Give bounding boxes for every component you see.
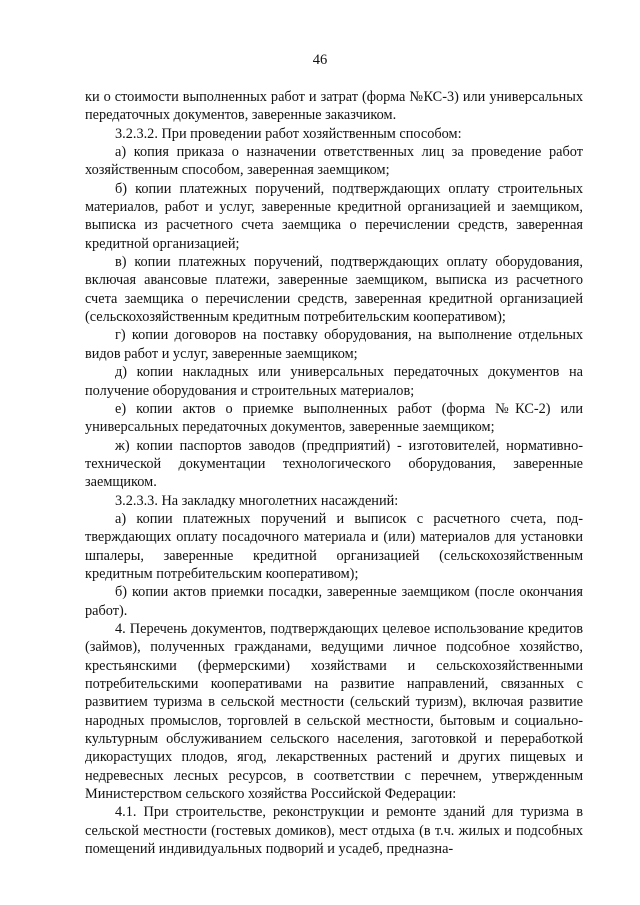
section-heading: 3.2.3.3. На закладку многолетних насаждений: [115, 492, 399, 509]
list-item: е) копии актов о приемке выполненных работ (форма №КС-2) или универсальных передаточных документов, заверенные заемщиком; [85, 400, 583, 436]
page-number: 46 [312, 52, 328, 68]
list-item: а) копии платежных поручений и выписок с расчетного счета, подтверждающих оплату посадочного материала и (или) материалов для установки шпалеры, заверенные кредитной организацией (сельскохозяйственным кредитным потребительским кооперативом); [85, 510, 583, 582]
list-item: в) копии платежных поручений, подтверждающих оплату оборудования, включая авансовые платежи, заверенные заемщиком, выписка из расчетного счета заемщика о перечислении средств, заверенная кредитной организацией (сельскохозяйственным кредитным потребительским кооперативом); [85, 254, 583, 326]
list-item: б) копии актов приемки посадки, заверенные заемщиком (после окончания работ). [85, 584, 583, 619]
list-item: б) копии платежных поручений, подтверждающих оплату строительных материалов, работ и услуг, заверенные кредитной организацией и заемщиком, выписка из расчетного счета заемщика о перечислении средств, заверенная кредитной организацией; [85, 180, 583, 252]
document-body [85, 88, 583, 858]
paragraph: ки о стоимости выполненных работ и затрат (форма №КС-3) или универсальных передаточных документов, заверенные заказчиком. [85, 89, 583, 124]
list-item: д) копии накладных или универсальных передаточных документов на получение оборудования и строительных материалов; [85, 364, 583, 399]
section-heading: 3.2.3.2. При проведении работ хозяйственным способом: [115, 125, 462, 142]
list-item: ж) копии паспортов заводов (предприятий) - изготовителей, нормативно-технической документации технологического оборудования, заверенные заемщиком. [85, 437, 583, 491]
paragraph: 4.1. При строительстве, реконструкции и ремонте зданий для туризма в сельской местности (гостевых домиков), мест отдыха (в т.ч. жилых и подсобных помещений индивидуальных подворий и усадеб, предназна- [85, 804, 583, 858]
list-item: г) копии договоров на поставку оборудования, на выполнение отдельных видов работ и услуг, заверенные заемщиком; [85, 327, 583, 362]
paragraph: 4. Перечень документов, подтверждающих целевое использование кредитов (займов), полученных гражданами, ведущими личное подсобное хозяйство, крестьянскими (фермерскими) хозяйствами и сельскохозяйственными потребительскими кооперативами на развитие направлений, связанных с развитием туризма в сельской местности (сельский туризм), включая развитие народных промыслов, торговлей в сельской местности, бытовым и социально-культурным обслуживанием сельского населения, заготовкой и переработкой дикорастущих плодов, ягод, лекарственных растений и других пищевых и недревесных лесных ресурсов, в соответствии с перечнем, утвержденным Министерством сельского хозяйства Российской Федерации: [85, 620, 583, 803]
list-item: а) копия приказа о назначении ответственных лиц за проведение работ хозяйственным способом, заверенная заемщиком; [85, 144, 583, 179]
